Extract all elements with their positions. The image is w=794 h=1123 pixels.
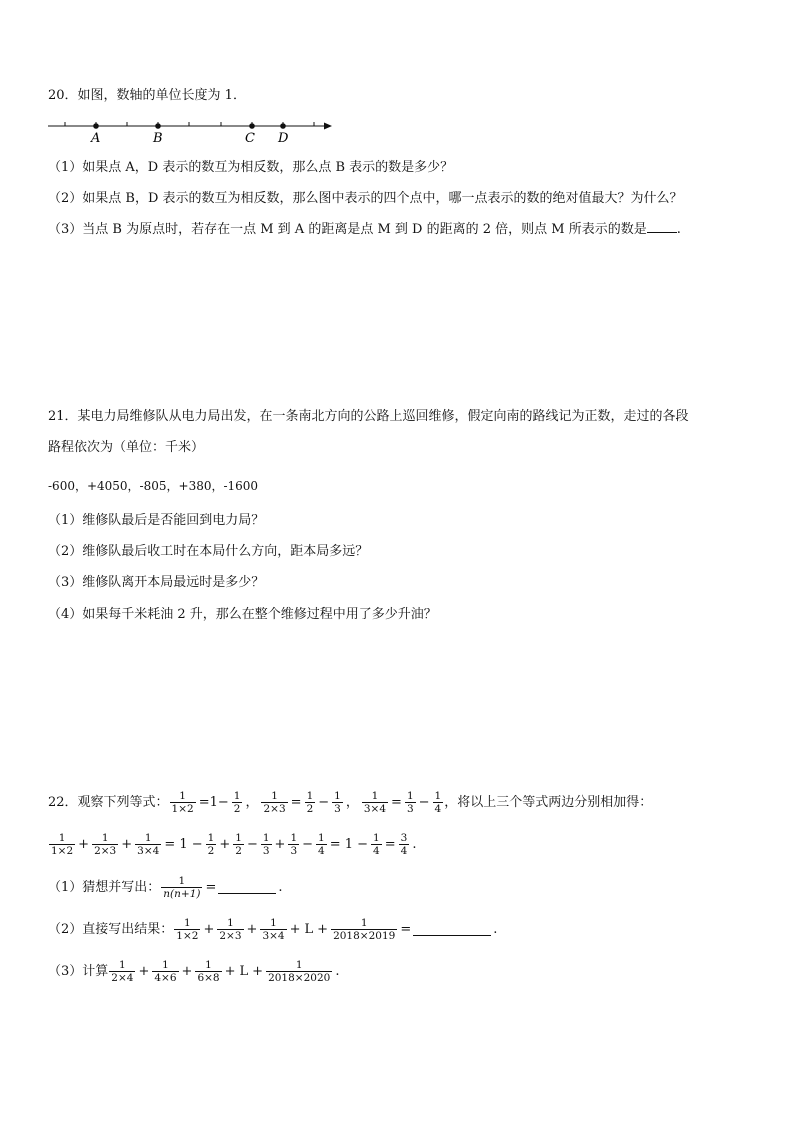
q21-line2: 路程依次为（单位：千米） [48, 440, 205, 455]
fraction: $\frac{1}{4\times 6}$ [154, 959, 177, 984]
q21-line1: 21．某电力局维修队从电力局出发，在一条南北方向的公路上巡回维修，假定向南的路线记为正数，走过的各段 [48, 409, 689, 424]
fraction: $\frac{1}{3}$ [406, 790, 414, 815]
fraction: $\frac{1}{4}$ [373, 832, 380, 857]
answer-blank [218, 893, 276, 894]
fraction: $\frac{1}{2\times 3}$ [263, 790, 286, 815]
q20-part1: （1）如果点 A，D 表示的数互为相反数，那么点 B 表示的数是多少？ [48, 160, 454, 175]
q20-part3-text: （3）当点 B 为原点时，若存在一点 M 到 A 的距离是点 M 到 D 的距离的 2 倍，则点 M 所表示的数是 [48, 222, 647, 237]
fraction: $\frac{1}{2}$ [233, 790, 241, 815]
fraction: $\frac{1}{3\times 4}$ [363, 790, 387, 815]
q22-part2: （2）直接写出结果： $\frac{1}{1\times 2}$ + $\frac{1}{2\times 3}$ + $\frac{1}{3\times 4}$ + L + $\frac{1}{2018\times 2019}$ = . [48, 917, 498, 942]
q21-part4: （4）如果每千米耗油 2 升，那么在整个维修过程中用了多少升油？ [48, 607, 437, 622]
fraction: $\frac{1}{3}$ [262, 832, 270, 857]
fraction: $\frac{1}{3}$ [290, 832, 298, 857]
q21-part1: （1）维修队最后是否能回到电力局？ [48, 513, 265, 528]
fraction: $\frac{1}{n(n+1)}$ [163, 875, 201, 900]
fraction: $\frac{1}{3\times 4}$ [137, 832, 160, 857]
fraction: $\frac{1}{1\times 2}$ [176, 917, 199, 942]
number-line [46, 114, 346, 146]
answer-blank [413, 935, 491, 936]
fraction: $\frac{1}{2018\times 2019}$ [333, 917, 396, 942]
fraction: $\frac{1}{1\times 2}$ [171, 790, 194, 815]
fraction: $\frac{1}{1\times 2}$ [51, 832, 74, 857]
fraction: $\frac{1}{2}$ [235, 832, 242, 857]
point-a [93, 123, 99, 129]
q20-part3: （3）当点 B 为原点时，若存在一点 M 到 A 的距离是点 M 到 D 的距离的 2 倍，则点 M 所表示的数是 . [48, 222, 681, 237]
q22-sum-equation: $\frac{1}{1\times 2}$ + $\frac{1}{2\times 3}$ + $\frac{1}{3\times 4}$ = 1 − $\frac{1}{2}$ + $\frac{1}{2}$ − $\frac{1}{3}$ + $\frac{1}{3}$ − $\frac{1}{4}$ = 1 − $\frac{1}{4}$ = $\frac{3}{4}$ . [51, 832, 417, 857]
q21-data: -600，+4050，-805，+380，-1600 [48, 479, 259, 493]
fraction: $\frac{1}{2\times 3}$ [219, 917, 242, 942]
label-c: C [245, 131, 255, 146]
point-b [155, 123, 161, 129]
fraction: $\frac{1}{4}$ [434, 790, 442, 815]
fraction: $\frac{1}{4}$ [318, 832, 325, 857]
fraction: $\frac{1}{2\times 4}$ [111, 959, 134, 984]
fraction: $\frac{1}{3\times 4}$ [262, 917, 285, 942]
label-b: B [153, 131, 163, 146]
fraction: $\frac{1}{2018\times 2020}$ [268, 959, 331, 984]
q22-part1: （1）猜想并写出： $\frac{1}{n(n+1)}$ = . [48, 875, 283, 900]
q22-intro: 22．观察下列等式： $\frac{1}{1\times 2}$ =1− $\frac{1}{2}$ ， $\frac{1}{2\times 3}$ = $\frac{1}{2}$ − $\frac{1}{3}$ ， $\frac{1}{3\times 4}$ = $\frac{1}{3}$ − $\frac{1}{4}$ ，将以上三个等式两边分别相加得： [48, 790, 653, 815]
fraction: $\frac{1}{2\times 3}$ [94, 832, 117, 857]
fraction: $\frac{1}{6\times 8}$ [197, 959, 220, 984]
q21-part2: （2）维修队最后收工时在本局什么方向，距本局多远？ [48, 544, 369, 559]
q20-title: 20．如图，数轴的单位长度为 1． [48, 88, 246, 103]
fraction: $\frac{3}{4}$ [400, 832, 408, 857]
label-d: D [278, 131, 289, 146]
fraction: $\frac{1}{3}$ [334, 790, 341, 815]
label-a: A [91, 131, 101, 146]
q21-part3: （3）维修队离开本局最远时是多少？ [48, 575, 265, 590]
point-d [280, 123, 286, 129]
answer-blank [647, 232, 677, 233]
fraction: $\frac{1}{2}$ [207, 832, 215, 857]
q20-part2: （2）如果点 B，D 表示的数互为相反数，那么图中表示的四个点中，哪一点表示的数的绝对值最大？为什么？ [48, 191, 683, 206]
fraction: $\frac{1}{2}$ [306, 790, 314, 815]
point-c [249, 123, 255, 129]
q22-part3: （3）计算 $\frac{1}{2\times 4}$ + $\frac{1}{4\times 6}$ + $\frac{1}{6\times 8}$ + L + $\frac{1}{2018\times 2020}$ . [48, 959, 340, 984]
